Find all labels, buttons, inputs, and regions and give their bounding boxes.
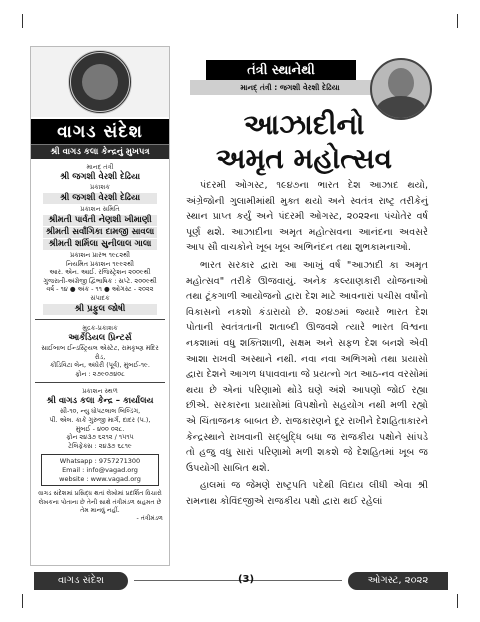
committee-member: શ્રીમતી શર્મિલા સુનીલાલ ગાલા [43, 239, 157, 250]
masthead-tagline: શ્રી વાગડ કલા કેન્દ્રનું મુખપત્ર [31, 144, 169, 159]
disclaimer-signature: - તંત્રીમંડળ [136, 515, 163, 523]
committee-role: પ્રકાશન સમિતિ [80, 205, 120, 213]
editor-line: માનદ્ તંત્રી : જગશી વેરશી દેઢિયા [190, 80, 390, 95]
printer-address-line: કોંડિવિટા લેન, અંધેરી (પૂર્વ), મુંબઈ-૧૯. [50, 361, 150, 370]
honorary-editor-role: માનદ્ તંત્રી [86, 163, 114, 171]
crop-mark-bottom-left [22, 594, 37, 608]
office-phone: ફોન ૨૪૩૭ ૬૨૧૨ / ૧૫૧૫ [66, 433, 134, 442]
masthead-sidebar [30, 46, 170, 566]
info-line: વર્ષ - ૧૪ ● અંક - ૧૧ ● ઓગસ્ટ - ૨૦૨૨ [46, 285, 154, 294]
website-link[interactable]: website : www.vagad.org [59, 474, 141, 483]
committee-member: શ્રીમતી પાર્વતી નેણશી ખીમાણી [43, 215, 157, 226]
contact-box [41, 454, 159, 486]
office-address-line: પી. એલ. કાકે ગુરુજી માર્ગ, દાદર (પ.), [49, 415, 151, 424]
article-headline [186, 108, 422, 176]
committee-member: શ્રીમતી સર્વાંગિકા દામજી સાવલા [43, 227, 157, 238]
divider [35, 319, 165, 320]
footer-issue-date: ઓગસ્ટ, ૨૦૨૨ [348, 572, 448, 590]
info-line: પ્રકાશન પ્રારંભ ૧૯૮૨થી [69, 251, 131, 259]
article-paragraph: ભારત સરકાર દ્વારા આ આખું વર્ષ "આઝાદી કા અમૃત મહોત્સવ" તરીકે ઊજવાયું. અનેક કલ્યાણકારી યોજનાઓ તથા ટૂંકગાળી આયોજનો દ્વારા દેશ માટે આવનારાં પચીસ વર્ષોનો વિકાસનો નકશો કંડારાયો છે. ૨૦૪૭માં જ્યારે ભારત દેશ પોતાની સ્વતંત્રતાની શતાબ્દી ઊજવશે ત્યારે ભારત વિશ્વના નકશામાં વધુ શક્તિશાળી, સક્ષમ અને સફળ દેશ બનશે એવી આશા રાખવી અસ્થાને નથી. નવા નવા અભિગમો તથા પ્રયાસો દ્વારા દેશને આગળ ધપાવવાના જે પ્રયત્નો ગત આઠ-નવ વરસોમાં થયા છે એનાં પરિણામો થોડે ઘણે અંશે આપણો જોઈ રહ્યા છીએ. સરકારના પ્રયાસોમાં વિપક્ષોનો સહયોગ નથી મળી રહ્યો એ ચિંતાજનક બાબત છે. રાજકારણને દૂર રાખીને દેશહિતાકારને કેન્દ્રસ્થાને રાખવાની સદ્બુદ્ધિ બધા જ રાજકીય પક્ષોને સાંપડે તો હજુ વધુ સારાં પરિણામો મળી શકશે જે દેશહિતમાં ખૂબ જ ઉપયોગી સાબિત થશે. [186, 259, 428, 474]
crop-mark-top-right [443, 14, 458, 28]
page-footer [34, 572, 448, 590]
page-number: (3) [237, 574, 255, 585]
office-role: પ્રકાશન સ્થળ [82, 387, 118, 396]
office-address-line: સી-૧૦, ન્યુ ધોપટલાલ બિલ્ડિંગ, [59, 407, 141, 416]
info-line: ગુજરાતી-અંગ્રેજી દ્વિભાષિક : સપ્ટે. ૨૦૦૯થી [43, 276, 157, 285]
office-address-line: મુંબઈ - ૪૦૦ ૦૨૮. [75, 424, 125, 433]
info-line: આર. એન. આઈ. રજિસ્ટ્રેશન ૨૦૦૯થી [49, 268, 151, 277]
publisher-role: પ્રકાશક [89, 183, 110, 191]
section-title: તંત્રી સ્થાનેથી [206, 60, 356, 82]
printer-role: મુદ્રક-પ્રકાશક [82, 323, 118, 332]
office-telefax: ટેલિફેક્સ : ૨૪૩૭ ૬૮૧૯ [68, 441, 132, 450]
crop-mark-bottom-right [443, 594, 458, 608]
crop-mark-top-left [22, 14, 37, 28]
logo-area [31, 47, 169, 117]
headline-line-1: આઝાદીનો [243, 108, 365, 141]
office-name: શ્રી વાગડ કલા કેન્દ્ર – કાર્યાલય [46, 396, 154, 407]
footer-publication-name: વાગડ સંદેશ [34, 572, 128, 590]
printer-name: આર્કેડિયલ પ્રિન્ટર્સ [68, 332, 132, 343]
disclaimer-note: વાગડ સંદેશમાં પ્રસિદ્ધ થતાં લેખોમાં પ્રદર્શિત વિચારો લેખકના પોતાના છે તેની સાથે તંત્રીમંડળ સહમત છે તેમ માનવું નહીં. [38, 490, 162, 514]
headline-line-2: અમૃત મહોત્સવ [215, 142, 393, 175]
whatsapp-number: Whatsapp : 9757271300 [59, 457, 141, 466]
info-line: નિયમિત પ્રકાશન ૧૯૯૨થી [66, 259, 134, 268]
divider [35, 382, 165, 383]
coeditor-name: શ્રી પ્રફુલ જોષી [43, 304, 157, 315]
publisher-name: શ્રી જગશી વેરશી દેઢિયા [43, 193, 157, 204]
article-paragraph: હાલમાં જ જેમણે રાષ્ટ્રપતિ પદેથી વિદાય લીધી એવા શ્રી રામનાથ કોવિંદજીએ રાજકીય પક્ષો દ્વારા થઈ રહેલાં [186, 480, 428, 507]
coeditor-role: સંપાદક [90, 293, 110, 302]
masthead-title: વાગડ સંદેશ [31, 119, 169, 144]
article-body [186, 178, 428, 511]
article-paragraph: પંદરમી ઓગસ્ટ, ૧૯૪૭ના ભારત દેશ આઝાદ થયો, અંગ્રેજોની ગુલામીમાંથી મુક્ત થયો અને સ્વતંત્ર રાષ્ટ્ર તરીકેનું સ્થાન પ્રાપ્ત કર્યું અને પંદરમી ઓગસ્ટ, ૨૦૨૨ના પંચોતેર વર્ષ પૂર્ણ થશે. આઝાદીના અમૃત મહોત્સવના આનંદના અવસરે આપ સૌ વાચકોને ખૂબ ખૂબ અભિનંદન તથા શુભકામનાઓ. [186, 180, 428, 254]
email-link[interactable]: Email : info@vagad.org [62, 465, 138, 474]
printer-phone: ફોન : ૨૭૯૦૭૪૦૮ [75, 369, 125, 378]
printer-address-line: સાઈબાબ ઈન્ડસ્ટ્રિયલ એસ્ટેટ, રામકૃષ્ણ મંદિર રોડ, [41, 343, 159, 361]
logo-emblem-icon [68, 50, 132, 114]
honorary-editor-name: શ્રી જગશી વેરશી દેઢિયા [59, 172, 141, 182]
